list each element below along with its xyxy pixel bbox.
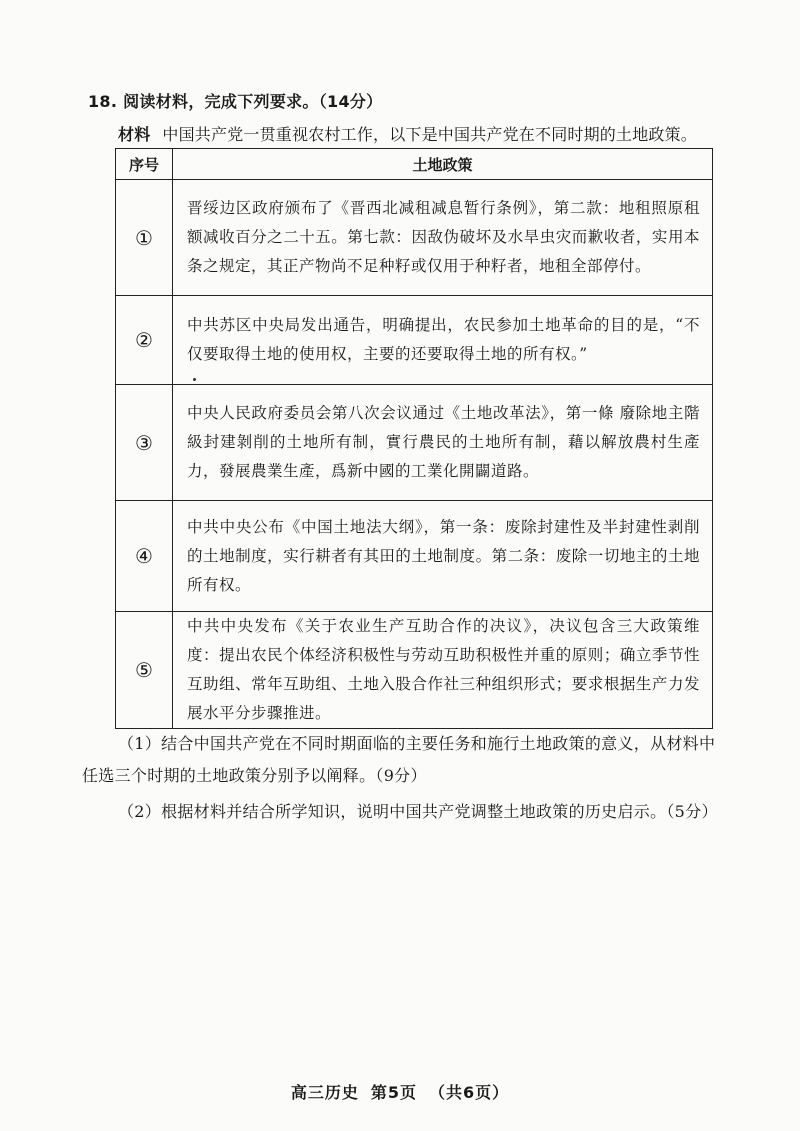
page-footer (0, 1080, 800, 1103)
material-intro-line (118, 122, 697, 145)
row-number: ③ (116, 385, 173, 501)
footer-total: （共6页） (429, 1083, 510, 1102)
print-speck (193, 378, 196, 381)
material-intro: 中国共产党一贯重视农村工作，以下是中国共产党在不同时期的土地政策。 (162, 125, 698, 144)
row-number: ④ (116, 501, 173, 612)
table-row (116, 612, 713, 729)
question-title: 18. 阅读材料，完成下列要求。（14分） (88, 92, 383, 111)
sub-question-1: （1）结合中国共产党在不同时期面临的主要任务和施行土地政策的意义，从材料中任选三个时期的土地政策分别予以阐释。（9分） (82, 734, 716, 785)
row-number: ② (116, 296, 173, 385)
header-number: 序号 (116, 149, 173, 180)
table-row (116, 501, 713, 612)
footer-subject: 高三历史 (290, 1083, 359, 1102)
row-number: ⑤ (116, 612, 173, 729)
row-number: ① (116, 180, 173, 296)
table-row (116, 296, 713, 385)
land-policy-table (115, 148, 713, 729)
table-row (116, 385, 713, 501)
table-header-row (116, 149, 713, 180)
sub-question-2: （2）根据材料并结合所学知识，说明中国共产党调整土地政策的历史启示。（5分） (118, 802, 718, 821)
material-label: 材料 (118, 125, 151, 144)
row-policy-text: 中共中央发布《关于农业生产互助合作的决议》，决议包含三大政策维度：提出农民个体经济积极性与劳动互助积极性并重的原则；确立季节性互助组、常年互助组、土地入股合作社三种组织形式；要求根据生产力发展水平分步骤推进。 (173, 612, 713, 729)
table-row (116, 180, 713, 296)
header-policy: 土地政策 (173, 149, 713, 180)
row-policy-text: 中共中央公布《中国土地法大纲》，第一条：废除封建性及半封建性剥削的土地制度，实行耕者有其田的土地制度。第二条：废除一切地主的土地所有权。 (173, 501, 713, 612)
row-policy-text: 中共苏区中央局发出通告，明确提出，农民参加土地革命的目的是，“不仅要取得土地的使用权，主要的还要取得土地的所有权。” (173, 296, 713, 385)
row-policy-text: 中央人民政府委员会第八次会议通过《土地改革法》，第一條 廢除地主階級封建剝削的土地所有制，實行農民的土地所有制，藉以解放農村生產力，發展農業生產，爲新中國的工業化開闢道路。 (173, 385, 713, 501)
footer-page: 第5页 (370, 1083, 417, 1102)
row-policy-text: 晋绥边区政府颁布了《晋西北减租减息暂行条例》，第二款：地租照原租额减收百分之二十五。第七款：因敌伪破坏及水旱虫灾而歉收者，实用本条之规定，其正产物尚不足种籽或仅用于种籽者，地租全部停付。 (173, 180, 713, 296)
